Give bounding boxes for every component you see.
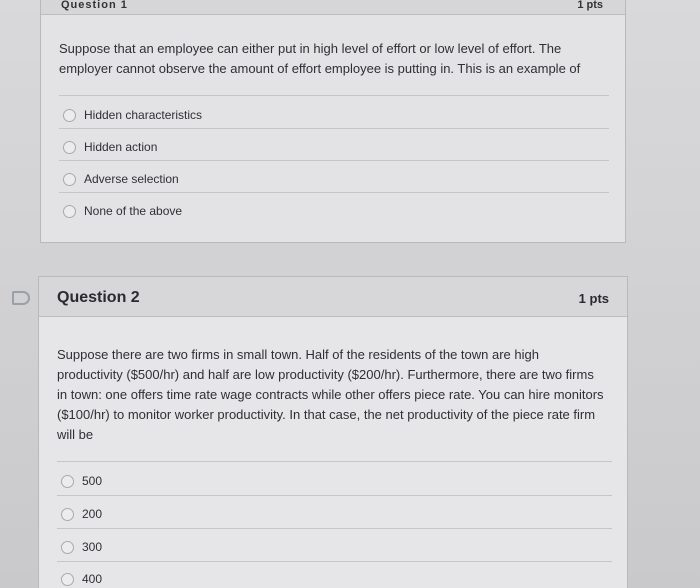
question-2-title: Question 2 [57, 289, 140, 306]
answer-option[interactable] [61, 540, 102, 554]
answer-label: None of the above [84, 204, 183, 218]
answer-label: 200 [82, 507, 103, 521]
answer-label: Hidden characteristics [84, 108, 203, 122]
answer-label: 400 [82, 572, 103, 586]
question-2-header [39, 277, 627, 317]
radio-button[interactable] [63, 109, 76, 122]
divider [59, 95, 609, 96]
question-2-card [38, 276, 628, 588]
radio-button[interactable] [61, 475, 74, 488]
radio-button[interactable] [63, 141, 76, 154]
answer-option[interactable] [63, 172, 179, 186]
question-2-text: Suppose there are two firms in small town. Half of the residents of the town are high productivity ($500/hr) and half are low productivity ($200/hr). Furthermore, there are two firms in town: one offers time rate wage contracts while other offers piece rate. You can hire monitors ($100/hr) to monitor worker productivity. In that case, the net productivity of the piece rate firm will be [57, 347, 604, 442]
divider [59, 192, 609, 193]
question-2-points: 1 pts [578, 291, 609, 306]
question-1-header [41, 0, 625, 15]
radio-button[interactable] [63, 205, 76, 218]
divider [59, 128, 609, 129]
answer-label: 300 [82, 540, 103, 554]
flag-question-icon[interactable] [12, 291, 30, 305]
answer-label: Adverse selection [84, 172, 179, 186]
divider [59, 160, 609, 161]
question-1-title: Question 1 [61, 0, 128, 11]
divider [57, 495, 612, 496]
question-1-text: Suppose that an employee can either put in high level of effort or low level of effort. The employer cannot observe the amount of effort employee is putting in. This is an example of [59, 41, 581, 76]
radio-button[interactable] [61, 508, 74, 521]
answer-option[interactable] [63, 108, 202, 122]
divider [57, 528, 612, 529]
question-1-card [40, 0, 626, 243]
answer-option[interactable] [63, 140, 157, 154]
answer-option[interactable] [61, 474, 102, 488]
answer-label: Hidden action [84, 140, 158, 154]
divider [57, 461, 612, 462]
question-1-points: 1 pts [577, 0, 603, 11]
answer-option[interactable] [61, 572, 102, 586]
answer-label: 500 [82, 474, 103, 488]
radio-button[interactable] [61, 541, 74, 554]
answer-option[interactable] [61, 507, 102, 521]
radio-button[interactable] [61, 573, 74, 586]
radio-button[interactable] [63, 173, 76, 186]
answer-option[interactable] [63, 204, 182, 218]
divider [57, 561, 612, 562]
